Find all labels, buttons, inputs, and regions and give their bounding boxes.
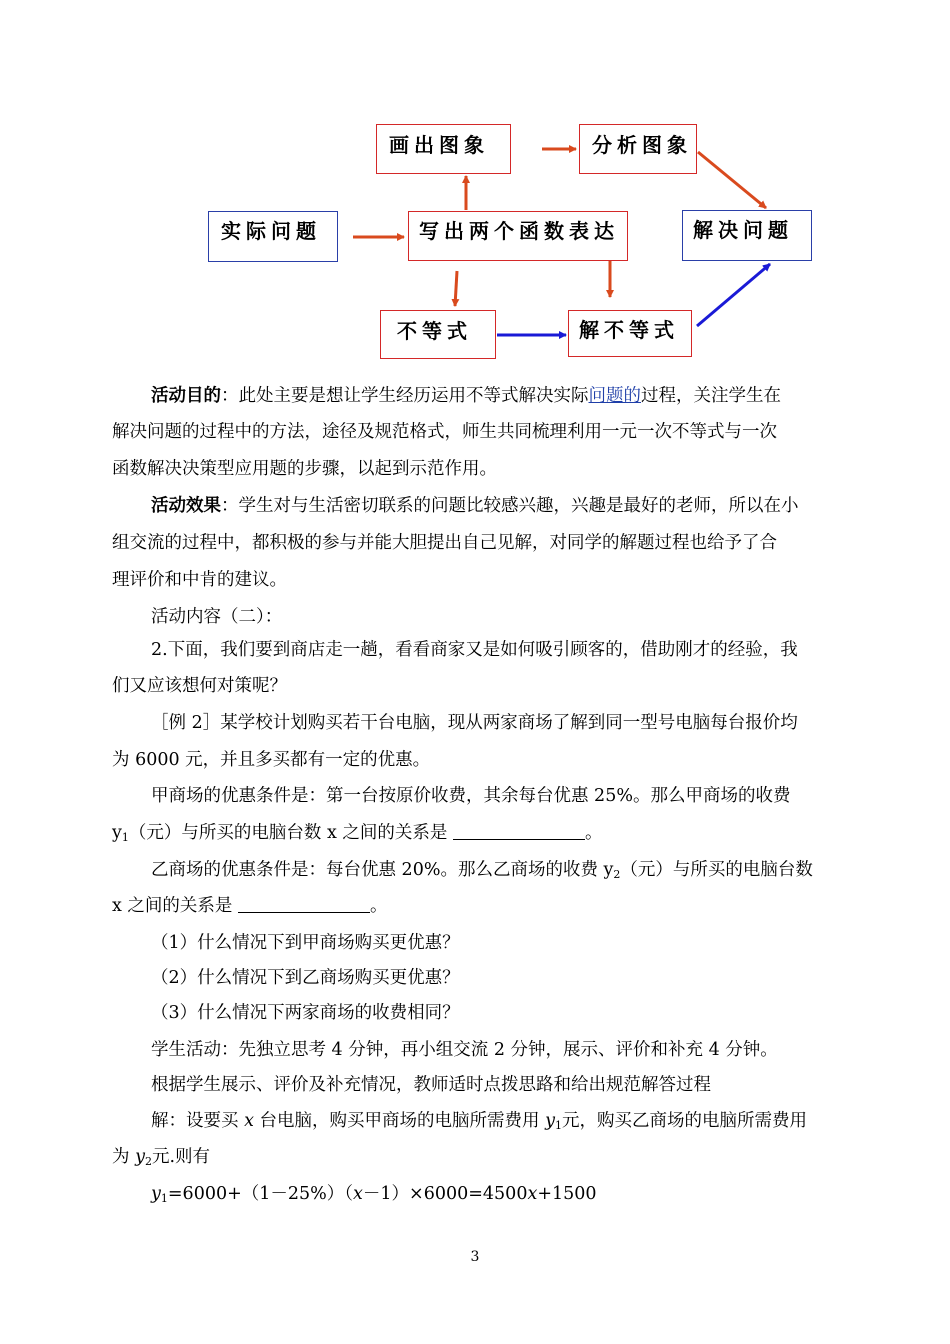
student-activity: 学生活动：先独立思考 4 分钟，再小组交流 2 分钟，展示、评价和补充 4 分钟。 bbox=[151, 1040, 778, 1060]
arrow-analyze-to-solve bbox=[698, 152, 766, 208]
flow-box-write-functions: 写出两个函数表达 bbox=[408, 211, 628, 261]
arrow-write-to-inequality bbox=[455, 271, 457, 306]
flow-box-real-problem: 实际问题 bbox=[208, 211, 338, 262]
purpose-line-2: 解决问题的过程中的方法，途径及规范格式，师生共同梳理利用一元一次不等式与一次 bbox=[112, 422, 777, 442]
example-line-2: 为 6000 元，并且多买都有一定的优惠。 bbox=[112, 750, 431, 770]
answer-blank-jia[interactable] bbox=[453, 819, 585, 840]
intro-line-2: 们又应该想何对策呢？ bbox=[112, 676, 287, 696]
example-line-1: ［例 2］某学校计划购买若干台电脑，现从两家商场了解到同一型号电脑每台报价均 bbox=[151, 713, 798, 733]
answer-blank-yi[interactable] bbox=[238, 892, 370, 913]
flow-box-inequality: 不等式 bbox=[380, 310, 496, 359]
flow-box-draw-graph: 画出图象 bbox=[376, 124, 511, 174]
purpose-label: 活动目的 bbox=[151, 386, 221, 406]
hyperlink[interactable]: 问题的 bbox=[588, 386, 641, 406]
teacher-guidance: 根据学生展示、评价及补充情况，教师适时点拨思路和给出规范解答过程 bbox=[151, 1075, 711, 1095]
yi-line-1: 乙商场的优惠条件是：每台优惠 20%。那么乙商场的收费 $y_2$（元）与所买的电脑台数 bbox=[151, 860, 813, 881]
question-1: （1）什么情况下到甲商场购买更优惠？ bbox=[151, 933, 460, 953]
intro-line-1: 2.下面，我们要到商店走一趟，看看商家又是如何吸引顾客的，借助刚才的经验，我 bbox=[151, 640, 798, 660]
effect-label: 活动效果 bbox=[151, 496, 221, 516]
solution-line-2: 为 $y_2$元.则有 bbox=[112, 1147, 211, 1168]
content-two-heading: 活动内容（二）： bbox=[151, 607, 283, 627]
solution-line-1: 解：设要买 x 台电脑，购买甲商场的电脑所需费用 $y_1$元，购买乙商场的电脑所需费用 bbox=[151, 1111, 807, 1132]
purpose-line-3: 函数解决决策型应用题的步骤，以起到示范作用。 bbox=[112, 459, 497, 479]
flow-box-solve-inequality: 解不等式 bbox=[568, 310, 692, 357]
question-3: （3）什么情况下两家商场的收费相同？ bbox=[151, 1003, 460, 1023]
jia-line-1: 甲商场的优惠条件是：第一台按原价收费，其余每台优惠 25%。那么甲商场的收费 bbox=[151, 786, 791, 806]
page-number: 3 bbox=[470, 1249, 480, 1265]
question-2: （2）什么情况下到乙商场购买更优惠？ bbox=[151, 968, 460, 988]
flow-box-solve-problem: 解决问题 bbox=[682, 210, 812, 261]
effect-line-2: 组交流的过程中，都积极的参与并能大胆提出自己见解，对同学的解题过程也给予了合 bbox=[112, 533, 777, 553]
effect-line-1: 活动效果：学生对与生活密切联系的问题比较感兴趣，兴趣是最好的老师，所以在小 bbox=[151, 496, 799, 516]
flow-box-analyze-graph: 分析图象 bbox=[579, 124, 697, 174]
purpose-line-1: 活动目的：此处主要是想让学生经历运用不等式解决实际问题的过程，关注学生在 bbox=[151, 386, 781, 406]
jia-line-2: $y_1$（元）与所买的电脑台数 x 之间的关系是 。 bbox=[112, 815, 838, 856]
yi-line-2: x 之间的关系是 。 bbox=[112, 888, 838, 924]
effect-line-3: 理评价和中肯的建议。 bbox=[112, 570, 287, 590]
equation-y1: $y_1=6000+(1-25\%)(x-1)\times 6000=4500x+1500$ bbox=[151, 1184, 597, 1205]
arrow-solve-inequality-to-problem bbox=[697, 264, 770, 326]
